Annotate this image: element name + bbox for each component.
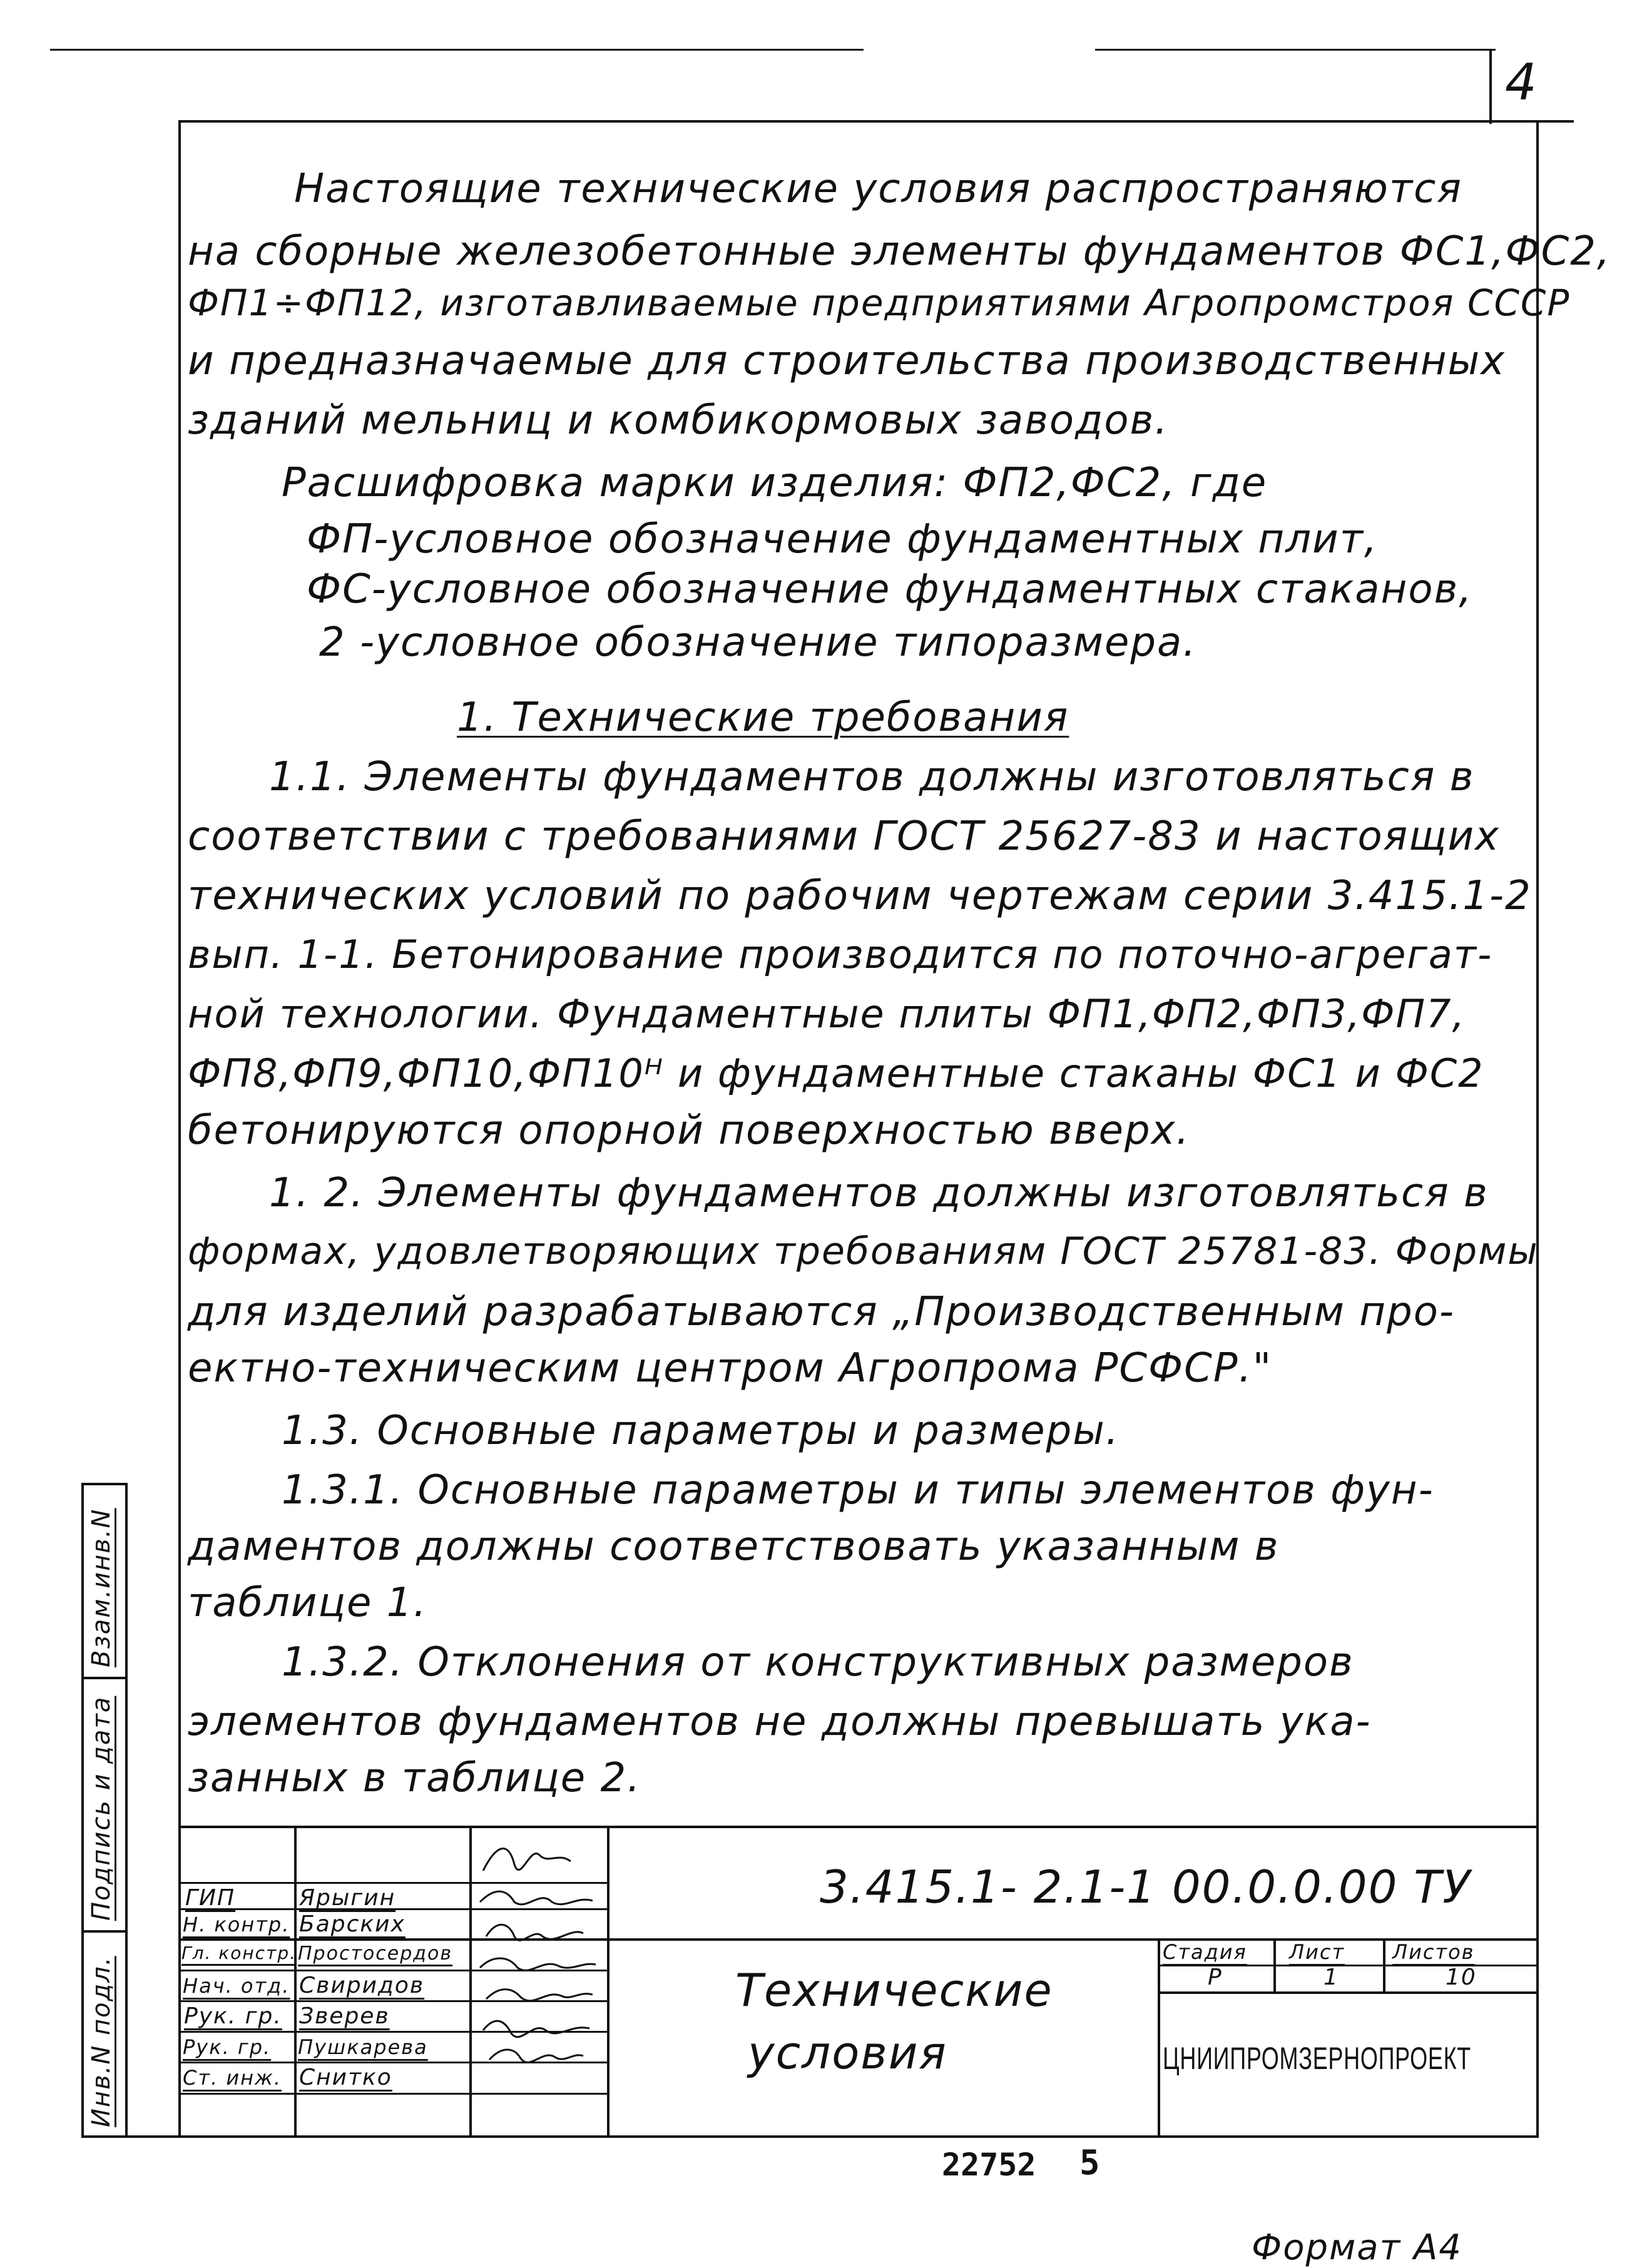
body-line-15: таблице 1. bbox=[188, 1580, 427, 1626]
intro-line-8: ФС-условное обозначение фундаментных стаканов, bbox=[307, 566, 1473, 613]
stage-value: Р bbox=[1208, 1965, 1223, 1990]
role-6: Рук. гр. bbox=[183, 2035, 272, 2059]
signature-6 bbox=[483, 2021, 589, 2037]
archive-number: 22752 bbox=[942, 2147, 1036, 2183]
body-line-3: технических условий по рабочим чертежам серии 3.415.1-2 bbox=[188, 873, 1532, 919]
frame-right bbox=[1536, 120, 1539, 2138]
body-line-16: 1.3.2. Отклонения от конструктивных размеров bbox=[282, 1639, 1354, 1686]
sheet-label: Лист bbox=[1289, 1940, 1345, 1964]
intro-line-1: Настоящие технические условия распространяются bbox=[294, 166, 1462, 212]
stage-label: Стадия bbox=[1163, 1940, 1247, 1964]
title-block-col3 bbox=[607, 1826, 609, 2135]
signature-5 bbox=[486, 1990, 593, 2001]
signature-7 bbox=[489, 2050, 583, 2062]
role-7: Ст. инж. bbox=[183, 2066, 282, 2090]
page-number-box-left bbox=[1489, 49, 1492, 124]
signatures bbox=[471, 1827, 606, 2135]
sheet-value: 1 bbox=[1324, 1965, 1339, 1990]
intro-line-9: 2 -условное обозначение типоразмера. bbox=[319, 619, 1197, 666]
sheets-label: Листов bbox=[1392, 1940, 1475, 1964]
name-7: Снитко bbox=[299, 2065, 392, 2090]
name-6: Пушкарева bbox=[298, 2035, 428, 2059]
side-stamp-left bbox=[81, 1483, 84, 2138]
title-block-col1 bbox=[294, 1826, 297, 2135]
name-1: Ярыгин bbox=[299, 1885, 396, 1911]
role-3: Гл. констр. bbox=[181, 1943, 297, 1963]
side-stamp-inv-podl: Инв.N подл. bbox=[87, 1956, 116, 2127]
role-1: ГИП bbox=[185, 1885, 236, 1911]
frame-left bbox=[178, 120, 181, 2138]
body-line-8: 1. 2. Элементы фундаментов должны изготовляться в bbox=[269, 1170, 1489, 1216]
body-line-5: ной технологии. Фундаментные плиты ФП1,ФП2,ФП3,ФП7, bbox=[188, 991, 1466, 1037]
doc-title-1: Технические bbox=[735, 1964, 1053, 2016]
body-line-9: формах, удовлетворяющих требованиям ГОСТ 25781-83. Формы bbox=[188, 1229, 1539, 1273]
name-2: Барских bbox=[299, 1911, 405, 1937]
frame-top bbox=[178, 120, 1574, 123]
body-line-10: для изделий разрабатываются „Производственным про- bbox=[188, 1289, 1455, 1335]
title-block-top bbox=[178, 1826, 1539, 1828]
body-line-14: даментов должны соответствовать указанным в bbox=[188, 1523, 1280, 1570]
side-stamp-mid bbox=[125, 1483, 128, 2138]
signature-3 bbox=[486, 1925, 583, 1940]
body-line-17: элементов фундаментов не должны превышать ука- bbox=[188, 1699, 1372, 1745]
role-4: Нач. отд. bbox=[183, 1974, 290, 1998]
body-line-13: 1.3.1. Основные параметры и типы элементов фун- bbox=[282, 1467, 1434, 1513]
body-line-4: вып. 1-1. Бетонирование производится по поточно-агрегат- bbox=[188, 932, 1493, 977]
body-line-18: занных в таблице 2. bbox=[188, 1755, 641, 1801]
title-block-stage-left bbox=[1158, 1938, 1160, 2135]
role-2: Н. контр. bbox=[183, 1913, 290, 1936]
doc-title-2: условия bbox=[748, 2026, 947, 2079]
doc-code: 3.415.1- 2.1-1 00.0.0.00 ТУ bbox=[820, 1861, 1472, 1913]
top-rule-right bbox=[1095, 49, 1496, 51]
name-4: Свиридов bbox=[299, 1973, 425, 1998]
side-stamp-sep1 bbox=[81, 1677, 125, 1679]
intro-line-6: Расшифровка марки изделия: ФП2,ФС2, где bbox=[282, 460, 1268, 506]
name-3: Простосердов bbox=[298, 1943, 453, 1965]
copy-number: 5 bbox=[1079, 2143, 1100, 2182]
intro-line-3: ФП1÷ФП12, изготавливаемые предприятиями Агропромстроя СССР bbox=[188, 282, 1571, 324]
body-line-6: ФП8,ФП9,ФП10,ФП10ᴴ и фундаментные стаканы ФС1 и ФС2 bbox=[188, 1050, 1484, 1096]
body-line-2: соответствии с требованиями ГОСТ 25627-83 и настоящих bbox=[188, 813, 1500, 860]
top-rule-left bbox=[50, 49, 864, 51]
body-line-12: 1.3. Основные параметры и размеры. bbox=[282, 1408, 1120, 1454]
intro-line-2: на сборные железобетонные элементы фундаментов ФС1,ФС2, bbox=[188, 228, 1611, 275]
name-5: Зверев bbox=[299, 2003, 390, 2029]
signature-4 bbox=[480, 1958, 596, 1970]
format-label: Формат А4 bbox=[1252, 2227, 1462, 2268]
body-line-7: бетонируются опорной поверхностью вверх. bbox=[188, 1107, 1190, 1154]
organization-name: ЦНИИПРОМЗЕРНОПРОЕКТ bbox=[1163, 2041, 1471, 2076]
intro-line-7: ФП-условное обозначение фундаментных плит, bbox=[307, 516, 1379, 562]
side-stamp-vzam: Взам.инв.N bbox=[87, 1508, 116, 1667]
body-line-11: ектно-техническим центром Агропрома РСФСР." bbox=[188, 1345, 1273, 1391]
sheets-value: 10 bbox=[1446, 1965, 1477, 1990]
role-5: Рук. гр. bbox=[184, 2003, 282, 2029]
side-stamp-top bbox=[81, 1483, 125, 1485]
intro-line-5: зданий мельниц и комбикормовых заводов. bbox=[188, 397, 1169, 444]
frame-bottom bbox=[81, 2135, 1539, 2138]
page-number: 4 bbox=[1505, 53, 1538, 111]
side-stamp-sep2 bbox=[81, 1930, 125, 1933]
signature-2 bbox=[480, 1891, 593, 1904]
intro-line-4: и предназначаемые для строительства производственных bbox=[188, 338, 1506, 384]
signature-1 bbox=[483, 1849, 571, 1871]
title-block-org-top bbox=[1158, 1991, 1539, 1994]
side-stamp-podpis: Подпись и дата bbox=[87, 1696, 116, 1921]
section-title: 1. Технические требования bbox=[457, 694, 1069, 741]
body-line-1: 1.1. Элементы фундаментов должны изготовляться в bbox=[269, 754, 1475, 800]
